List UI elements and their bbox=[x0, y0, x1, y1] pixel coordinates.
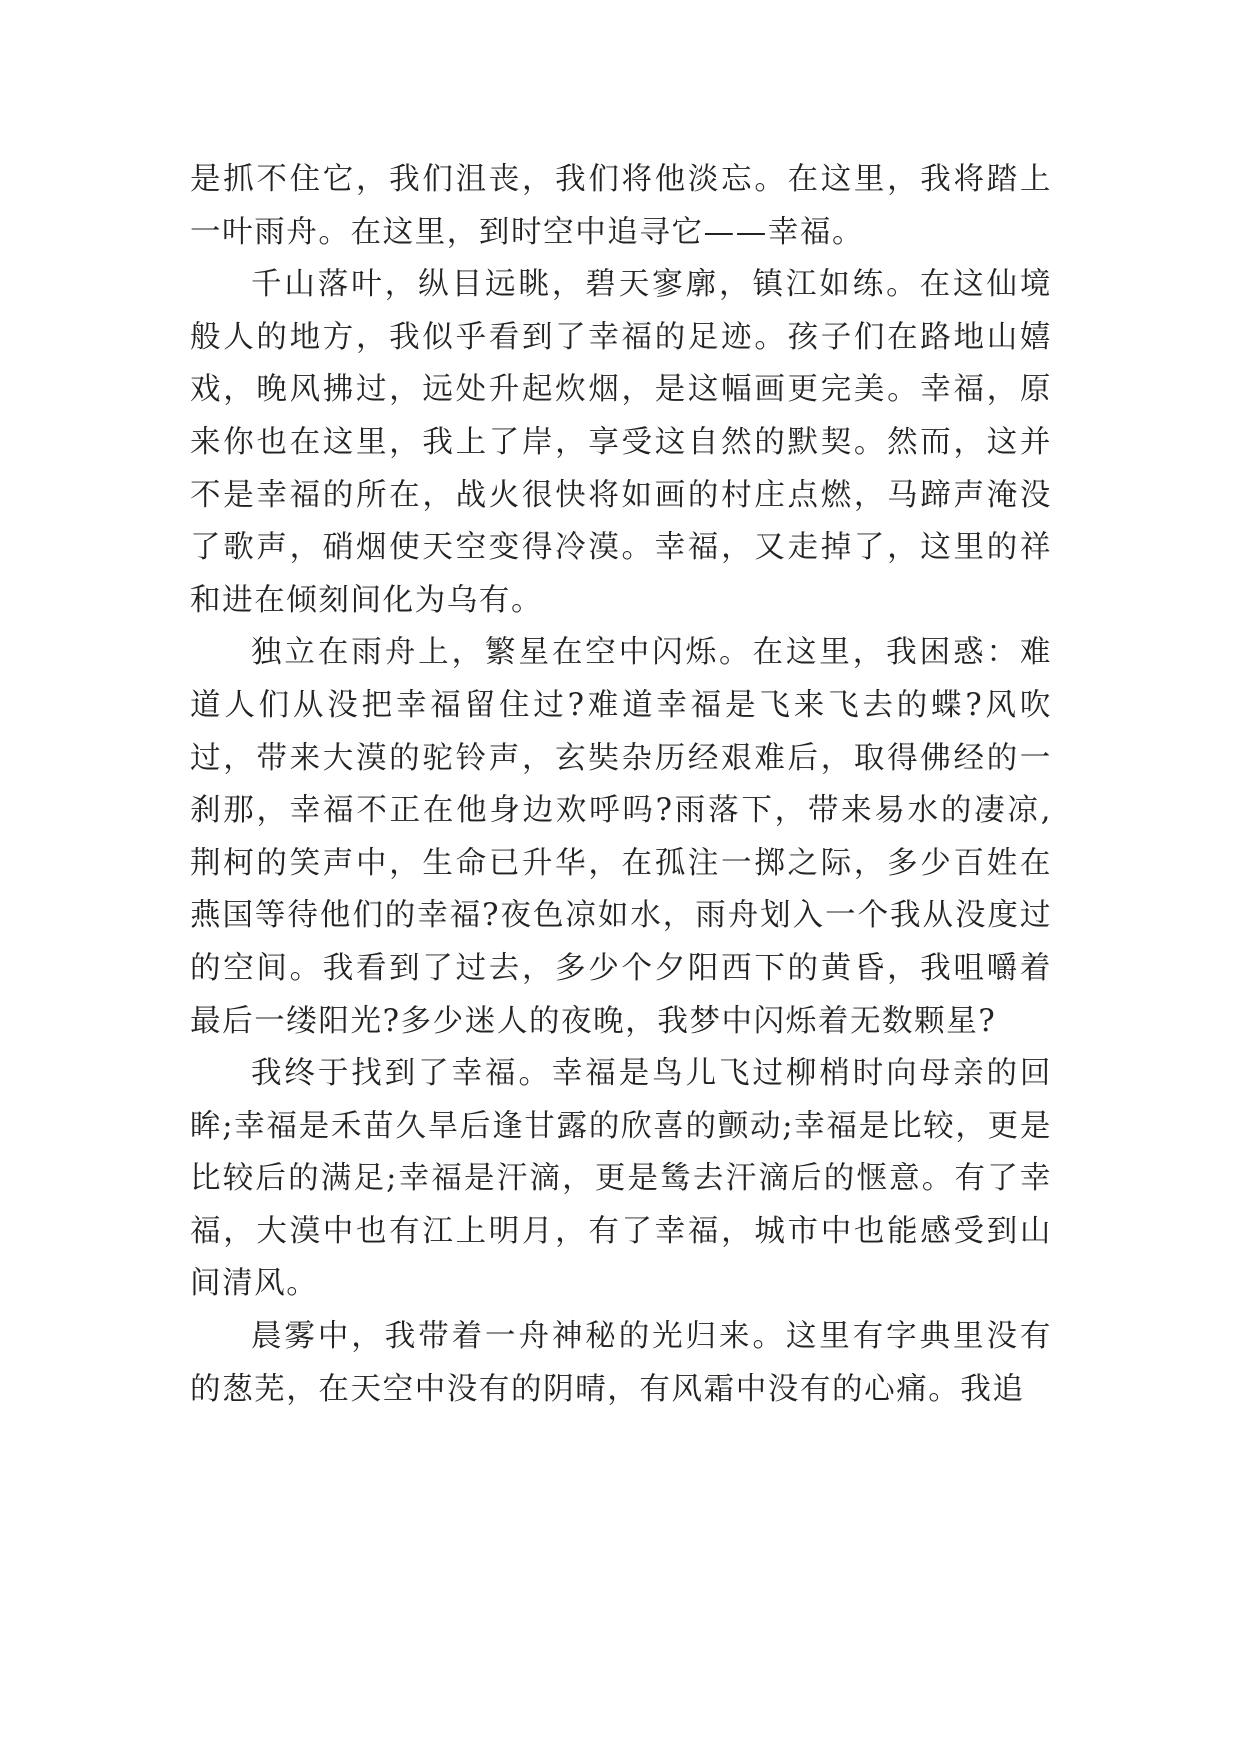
paragraph-continued: 是抓不住它，我们沮丧，我们将他淡忘。在这里，我将踏上一叶雨舟。在这里，到时空中追寻它——幸福。 bbox=[190, 162, 1052, 250]
paragraph-rain-boat: 独立在雨舟上，繁星在空中闪烁。在这里，我困惑：难道人们从没把幸福留住过?难道幸福是飞来飞去的蝶?风吹过，带来大漠的驼铃声，玄奘杂历经艰难后，取得佛经的一刹那，幸福不正在他身边欢呼吗?雨落下，带来易水的凄凉,荆柯的笑声中，生命已升华，在孤注一掷之际，多少百姓在燕国等待他们的幸福?夜色凉如水，雨舟划入一个我从没度过的空间。我看到了过去，多少个夕阳西下的黄昏，我咀嚼着最后一缕阳光?多少迷人的夜晚，我梦中闪烁着无数颗星? bbox=[190, 635, 1052, 1039]
article-body bbox=[190, 154, 1052, 1416]
paragraph-autumn-scenery: 千山落叶，纵目远眺，碧天寥廓，镇江如练。在这仙境般人的地方，我似乎看到了幸福的足迹。孩子们在路地山嬉戏，晚风拂过，远处升起炊烟，是这幅画更完美。幸福，原来你也在这里，我上了岸，享受这自然的默契。然而，这并不是幸福的所在，战火很快将如画的村庄点燃，马蹄声淹没了歌声，硝烟使天空变得冷漠。幸福，又走掉了，这里的祥和进在倾刻间化为乌有。 bbox=[190, 267, 1052, 618]
paragraph-found-happiness: 我终于找到了幸福。幸福是鸟儿飞过柳梢时向母亲的回眸;幸福是禾苗久旱后逢甘露的欣喜的颤动;幸福是比较，更是比较后的满足;幸福是汗滴，更是鸶去汗滴后的惬意。有了幸福，大漠中也有江上明月，有了幸福，城市中也能感受到山间清风。 bbox=[190, 1056, 1052, 1302]
paragraph-morning-fog: 晨雾中，我带着一舟神秘的光归来。这里有字典里没有的葱芜，在天空中没有的阴晴，有风霜中没有的心痛。我追 bbox=[190, 1319, 1052, 1407]
